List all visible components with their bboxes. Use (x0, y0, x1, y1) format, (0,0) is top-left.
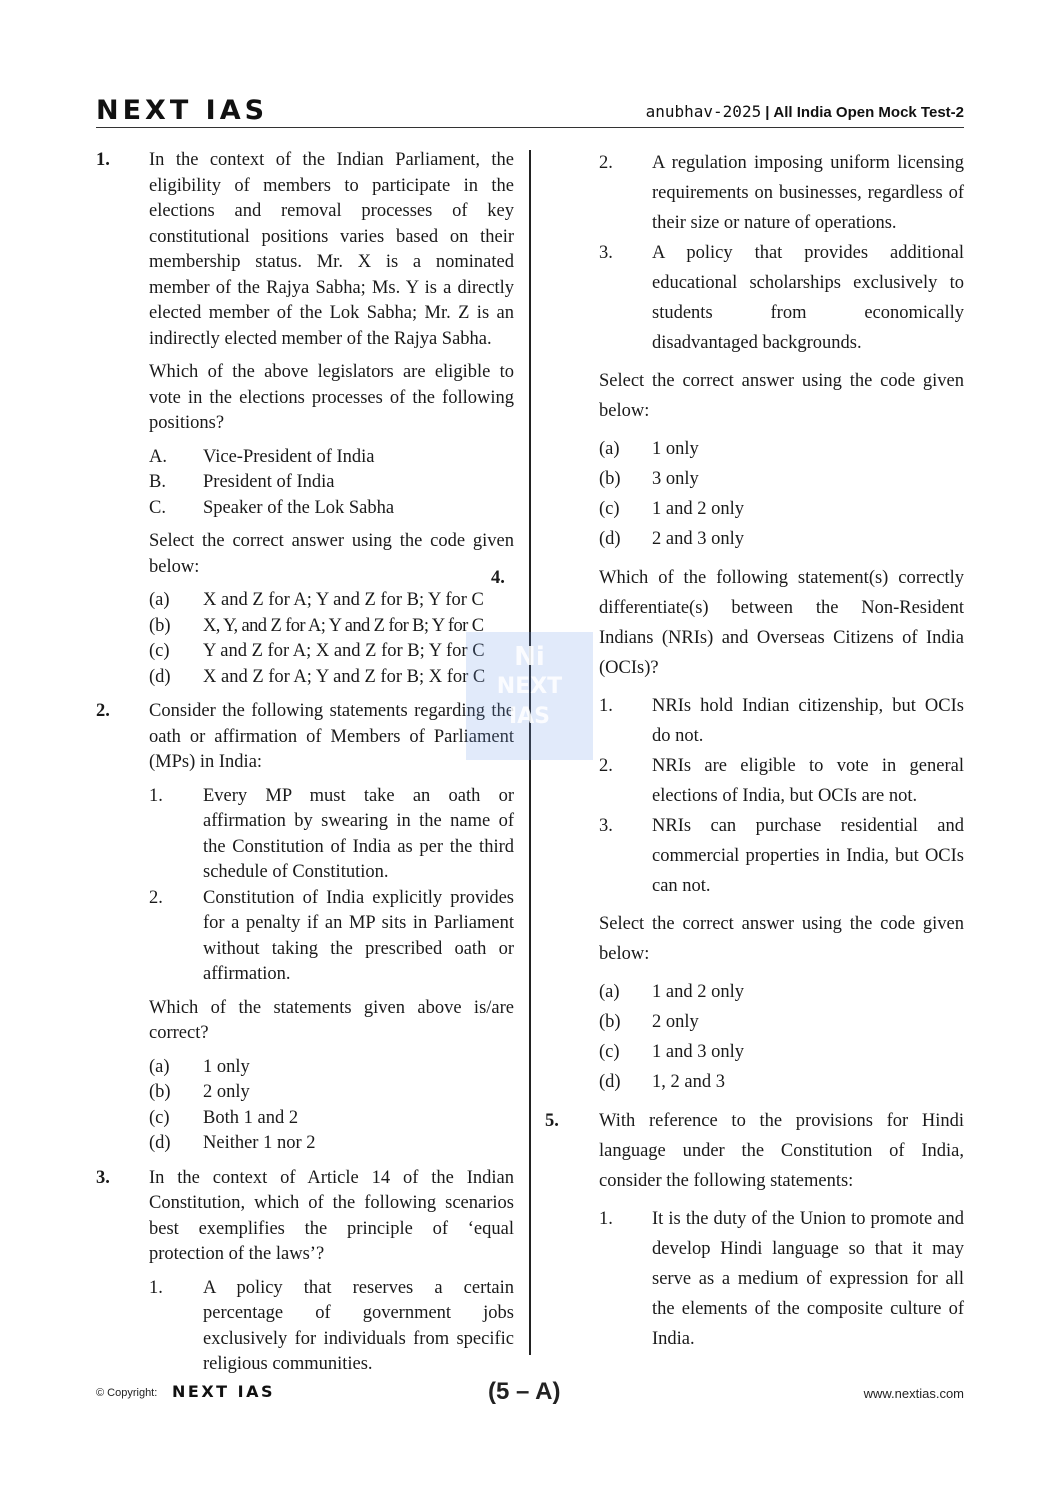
left-column (96, 148, 514, 1387)
brand-logo: NEXT IAS (96, 95, 269, 126)
scenario-list (599, 148, 964, 358)
statement-item (599, 691, 964, 751)
question-text: In the context of the Indian Parliament, the eligibility of members to participate in the elections and removal processes of key constitutional positions varies based on their membership status. Mr. X is a nominated member of the Rajya Sabha; Ms. Y is a directly elected member of the Lok Sabha; Mr. Z is an indirectly elected member of the Rajya Sabha. (149, 150, 514, 349)
question-2 (96, 699, 514, 1157)
question-number: 4. (491, 568, 505, 588)
scenario-item (599, 148, 964, 238)
answer-option (149, 639, 514, 665)
option-text: X and Z for A; Y and Z for B; Y for C (203, 590, 484, 610)
option-label: (c) (149, 641, 170, 661)
answer-option (149, 665, 514, 691)
question-5 (545, 1106, 964, 1354)
watermark-line: IAS (508, 704, 551, 729)
answer-option (599, 1037, 964, 1067)
statement-list (599, 1204, 964, 1354)
item-text: Constitution of India explicitly provides for a penalty if an MP sits in Parliament without taking the prescribed oath or affirmation. (203, 887, 514, 984)
option-label: (d) (599, 529, 621, 549)
item-text: Speaker of the Lok Sabha (203, 497, 395, 518)
answer-instruction: Select the correct answer using the code given below: (599, 914, 964, 964)
page-header (96, 94, 964, 130)
answer-option (599, 977, 964, 1007)
copyright-label: © Copyright: (96, 1387, 158, 1399)
item-text: A regulation imposing uniform licensing requirements on businesses, regardless of their size or nature of operations. (652, 153, 964, 233)
page-footer (96, 1378, 964, 1408)
answer-options (599, 434, 964, 554)
answer-instruction: Select the correct answer using the code given below: (599, 371, 964, 421)
answer-option (149, 1106, 514, 1132)
item-text: Vice-President of India (203, 446, 375, 467)
answer-option (149, 1131, 514, 1157)
option-label: (b) (599, 469, 621, 489)
item-label: A. (149, 446, 167, 467)
test-title: All India Open Mock Test-2 (773, 104, 964, 121)
answer-option (599, 524, 964, 554)
item-text: Every MP must take an oath or affirmation by swearing in the name of the Constitution of India as per the third schedule of Constitution. (203, 785, 514, 882)
statement-item (599, 811, 964, 901)
question-number: 5. (545, 1111, 559, 1131)
item-label: 2. (149, 887, 163, 908)
statement-item (149, 886, 514, 988)
watermark-line: NEXT (496, 674, 563, 699)
scenario-item (149, 1276, 514, 1378)
option-text: Neither 1 nor 2 (203, 1133, 316, 1153)
option-label: (b) (599, 1012, 621, 1032)
option-label: (c) (599, 1042, 620, 1062)
statement-item (599, 751, 964, 811)
item-label: 1. (599, 696, 613, 716)
question-3-continued (545, 148, 964, 554)
option-text: 2 only (652, 1012, 699, 1032)
item-text: It is the duty of the Union to promote and develop Hindi language so that it may serve as a medium of expression for all the elements of the composite culture of India. (652, 1209, 964, 1349)
statement-list (599, 691, 964, 901)
item-text: NRIs can purchase residential and commercial properties in India, but OCIs can not. (652, 816, 964, 896)
option-text: 2 and 3 only (652, 529, 744, 549)
item-label: 2. (599, 756, 613, 776)
option-label: (a) (599, 439, 620, 459)
option-label: (a) (149, 590, 170, 610)
statement-item (149, 784, 514, 886)
answer-option (149, 588, 514, 614)
item-label: 1. (149, 785, 163, 806)
item-text: President of India (203, 472, 335, 492)
position-list (149, 445, 514, 522)
item-text: NRIs are eligible to vote in general elections of India, but OCIs are not. (652, 756, 964, 806)
option-label: (d) (149, 1133, 171, 1153)
option-text: 1 only (652, 439, 699, 459)
option-label: (a) (149, 1056, 170, 1077)
item-text: A policy that provides additional educational scholarships exclusively to students from economically disadvantaged backgrounds. (652, 243, 964, 353)
footer-logo: NEXT IAS (172, 1382, 275, 1401)
item-text: NRIs hold Indian citizenship, but OCIs do not. (652, 696, 964, 746)
question-text: In the context of Article 14 of the Indian Constitution, which of the following scenarios best exemplifies the principle of ‘equal protection of the laws’? (149, 1167, 514, 1264)
item-label: B. (149, 472, 166, 492)
item-label: 3. (599, 816, 613, 836)
question-1 (96, 148, 514, 690)
answer-options (149, 588, 514, 690)
option-label: (c) (149, 1107, 170, 1128)
header-separator: | (765, 104, 770, 121)
answer-option (599, 434, 964, 464)
question-number: 1. (96, 150, 110, 170)
answer-option (599, 1007, 964, 1037)
question-text: With reference to the provisions for Hindi language under the Constitution of India, consider the following statements: (599, 1111, 964, 1191)
item-label: 1. (599, 1209, 613, 1229)
answer-option (149, 1080, 514, 1106)
item-label: 2. (599, 153, 613, 173)
scenario-item (599, 238, 964, 358)
answer-instruction: Select the correct answer using the code given below: (149, 531, 514, 577)
answer-option (599, 1067, 964, 1097)
item-label: 3. (599, 243, 613, 263)
option-text: 2 only (203, 1082, 250, 1102)
question-text: Consider the following statements regarding the oath or affirmation of Members of Parliament (MPs) in India: (149, 701, 514, 772)
watermark-logo (466, 632, 593, 760)
answer-options (599, 977, 964, 1097)
option-label: (d) (149, 666, 171, 687)
option-text: X, Y, and Z for A; Y and Z for B; Y for C (203, 615, 484, 636)
option-label: (a) (599, 982, 620, 1002)
statement-item (599, 1204, 964, 1354)
option-text: X and Z for A; Y and Z for B; X for C (203, 666, 486, 687)
question-prompt: Which of the above legislators are eligible to vote in the elections processes of the following positions? (149, 362, 514, 433)
list-item (149, 496, 514, 522)
answer-option (149, 614, 514, 640)
option-text: 1 only (203, 1056, 250, 1077)
list-item (149, 445, 514, 471)
website-link: www.nextias.com (863, 1386, 964, 1401)
item-text: A policy that reserves a certain percentage of government jobs exclusively for individuals from specific religious communities. (203, 1277, 514, 1374)
option-label: (b) (149, 615, 171, 636)
watermark-line: Ni (514, 642, 545, 672)
item-label: 1. (149, 1277, 163, 1298)
answer-options (149, 1055, 514, 1157)
answer-option (599, 494, 964, 524)
option-text: Both 1 and 2 (203, 1107, 299, 1128)
scenario-list (149, 1276, 514, 1378)
answer-instruction: Which of the statements given above is/are correct? (149, 997, 514, 1043)
option-label: (d) (599, 1072, 621, 1092)
series-name: anubhav-2025 (645, 102, 762, 121)
page-number: (5 – A) (488, 1378, 561, 1405)
option-text: Y and Z for A; X and Z for B; Y for C (203, 641, 485, 661)
answer-option (149, 1055, 514, 1081)
option-text: 1 and 3 only (652, 1042, 744, 1062)
header-rule (96, 127, 964, 128)
item-label: C. (149, 497, 166, 518)
option-label: (c) (599, 499, 620, 519)
question-number: 3. (96, 1167, 110, 1188)
question-3 (96, 1166, 514, 1378)
question-text: Which of the following statement(s) correctly differentiate(s) between the Non-Resident Indians (NRIs) and Overseas Citizens of India (OCIs)? (599, 568, 964, 678)
list-item (149, 470, 514, 496)
option-text: 1 and 2 only (652, 982, 744, 1002)
option-text: 1, 2 and 3 (652, 1072, 725, 1092)
answer-option (599, 464, 964, 494)
option-text: 1 and 2 only (652, 499, 744, 519)
test-info (646, 102, 964, 121)
question-number: 2. (96, 701, 110, 721)
option-label: (b) (149, 1082, 171, 1102)
option-text: 3 only (652, 469, 699, 489)
statement-list (149, 784, 514, 988)
